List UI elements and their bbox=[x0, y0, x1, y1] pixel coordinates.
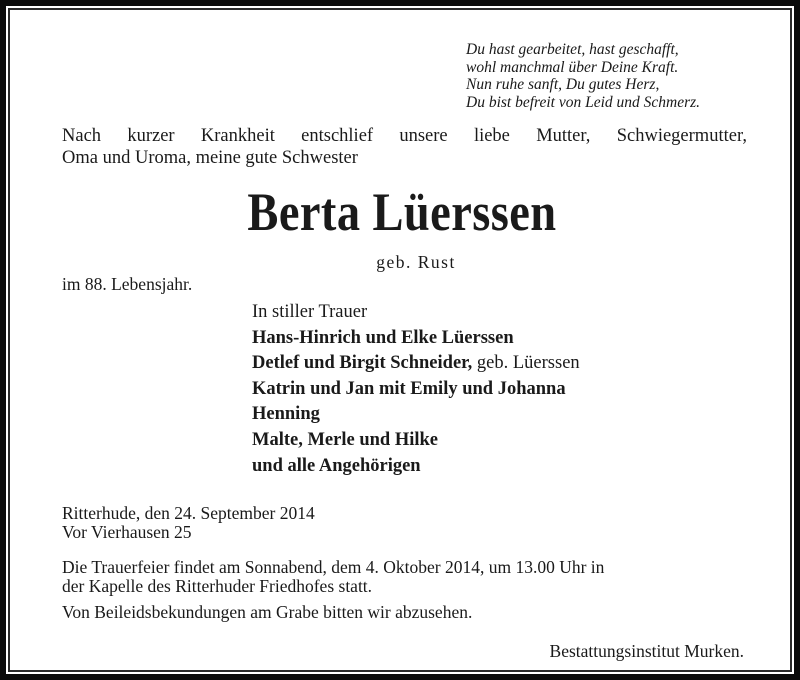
mourner-note: geb. Lüerssen bbox=[472, 353, 580, 374]
obituary-notice bbox=[8, 8, 792, 672]
age-line: im 88. Lebensjahr. bbox=[62, 274, 193, 294]
poem-line-3: Nun ruhe sanft, Du gutes Herz, bbox=[466, 76, 660, 93]
mourner-line bbox=[252, 454, 580, 480]
poem-line-4: Du bist befreit von Leid und Schmerz. bbox=[466, 93, 701, 111]
poem-line-1: Du hast gearbeitet, hast geschafft, bbox=[466, 41, 679, 58]
mourner-line bbox=[252, 402, 580, 428]
maiden-name: geb. Rust bbox=[376, 252, 456, 272]
poem-line-2: wohl manchmal über Deine Kraft. bbox=[466, 58, 679, 76]
intro-line-1: Nach kurzer Krankheit entschlief unsere liebe Mutter, Schwiegermutter, bbox=[62, 126, 747, 146]
poem bbox=[466, 41, 700, 111]
undertaker-name: Bestattungsinstitut Murken. bbox=[549, 641, 744, 661]
mourner-line bbox=[252, 377, 580, 403]
mourner-names: Detlef und Birgit Schneider, bbox=[252, 353, 473, 374]
address-line: Vor Vierhausen 25 bbox=[62, 522, 192, 542]
condolence-note: Von Beileidsbekundungen am Grabe bitten wir abzusehen. bbox=[62, 602, 473, 622]
service-line-2: der Kapelle des Ritterhuder Friedhofes statt. bbox=[62, 576, 373, 596]
intro-line-2: Oma und Uroma, meine gute Schwester bbox=[62, 148, 358, 168]
mourner-line bbox=[252, 351, 580, 377]
border-gap bbox=[6, 6, 794, 674]
mourner-names: Hans-Hinrich und Elke Lüerssen bbox=[252, 327, 514, 348]
place-date-line: Ritterhude, den 24. September 2014 bbox=[62, 503, 315, 523]
mourner-line bbox=[252, 326, 580, 352]
mourner-names: Henning bbox=[252, 404, 320, 425]
mourner-names: Katrin und Jan mit Emily und Johanna bbox=[252, 378, 566, 399]
place-date bbox=[62, 504, 315, 542]
mourner-line bbox=[252, 428, 580, 454]
funeral-service-info bbox=[62, 558, 604, 596]
deceased-name: Berta Lüerssen bbox=[247, 182, 557, 242]
mourner-names: Malte, Merle und Hilke bbox=[252, 429, 438, 450]
service-line-1: Die Trauerfeier findet am Sonnabend, dem 4. Oktober 2014, um 13.00 Uhr in bbox=[62, 557, 605, 577]
mourner-names: und alle Angehörigen bbox=[252, 455, 421, 476]
mourners-heading: In stiller Trauer bbox=[252, 302, 368, 322]
mourners-list bbox=[252, 300, 580, 479]
intro-text bbox=[62, 125, 747, 169]
